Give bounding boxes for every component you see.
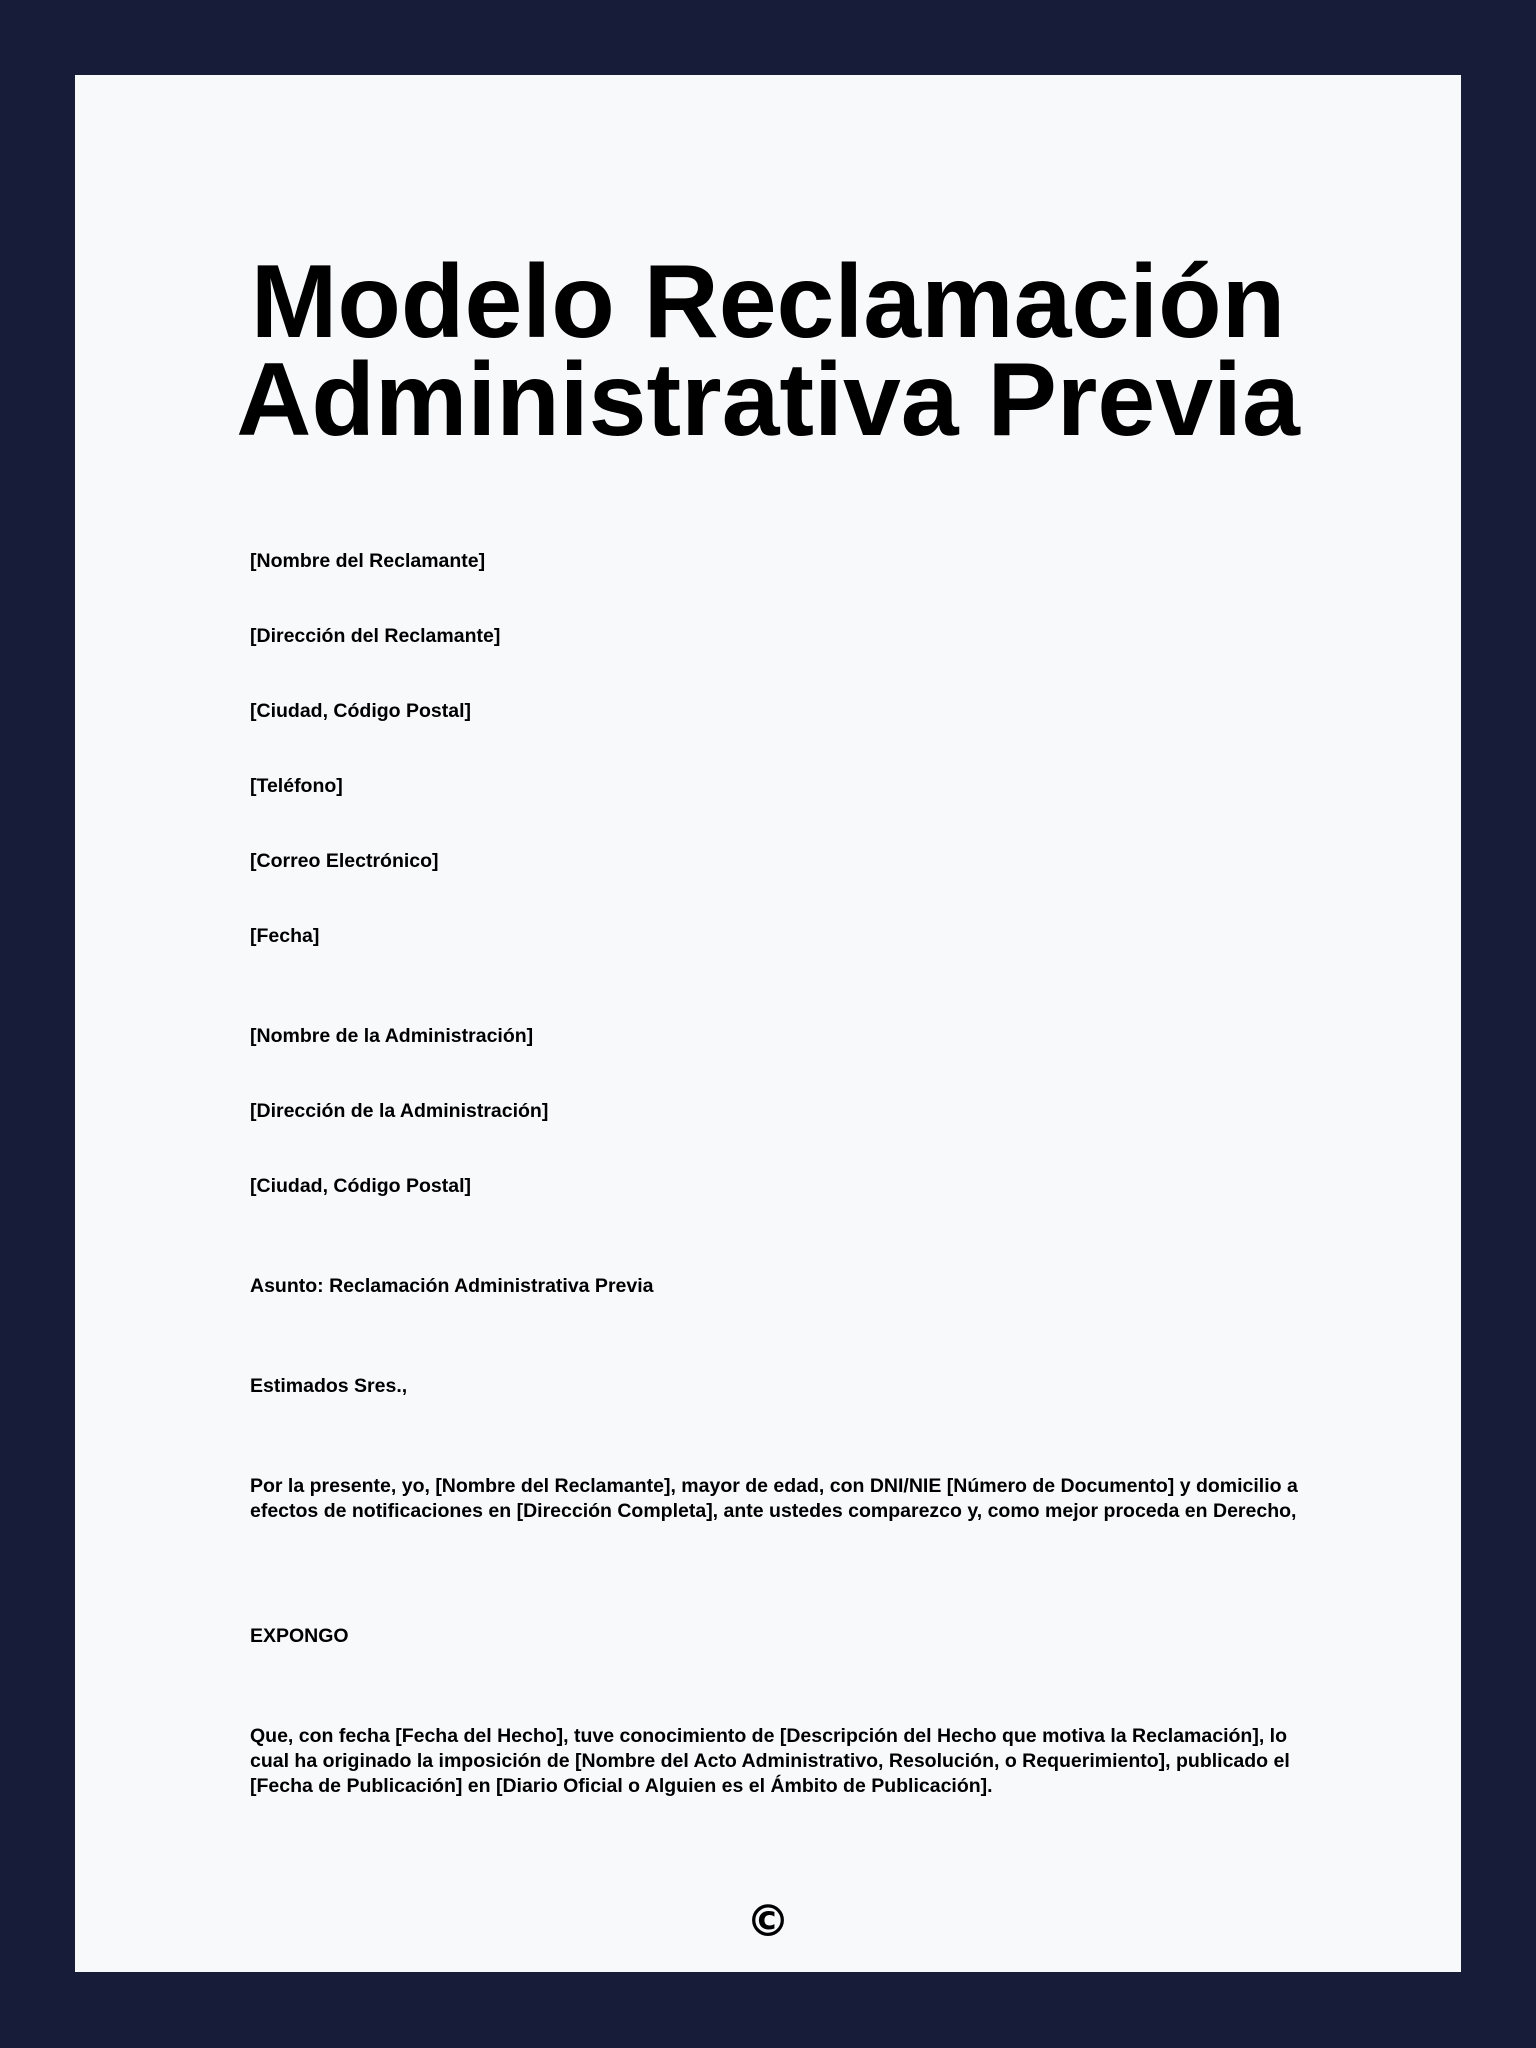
sender-phone: [Teléfono] [250,775,343,797]
intro-paragraph: Por la presente, yo, [Nombre del Reclamante], mayor de edad, con DNI/NIE [Número de Documento] y domicilio a efectos de notificaciones en [Dirección Completa], ante ustedes comparezco y, como mejor proceda en Derecho, [250,1475,1298,1522]
title-line-2: Administrativa Previa [236,342,1300,458]
document-page [75,75,1461,1972]
sender-name: [Nombre del Reclamante] [250,550,486,572]
document-title [75,244,1461,458]
recipient-name: [Nombre de la Administración] [250,1025,534,1047]
copyright-icon: © [746,1896,790,1947]
title-line-1: Modelo Reclamación [250,244,1286,360]
sender-address: [Dirección del Reclamante] [250,625,501,647]
greeting: Estimados Sres., [250,1375,408,1397]
recipient-city: [Ciudad, Código Postal] [250,1175,471,1197]
recipient-address: [Dirección de la Administración] [250,1100,549,1122]
sender-email: [Correo Electrónico] [250,850,439,872]
facts-paragraph: Que, con fecha [Fecha del Hecho], tuve conocimiento de [Descripción del Hecho que motiva la Reclamación], lo cual ha originado la imposición de [Nombre del Acto Administrativo, Resolución, o Requerimiento], publicado el [Fecha de Publicación] en [Diario Oficial o Alguien es el Ámbito de Publicación]. [250,1725,1290,1797]
section-heading: EXPONGO [250,1625,349,1647]
letter-date: [Fecha] [250,925,320,947]
sender-city: [Ciudad, Código Postal] [250,700,471,722]
subject-line: Asunto: Reclamación Administrativa Previa [250,1275,654,1297]
